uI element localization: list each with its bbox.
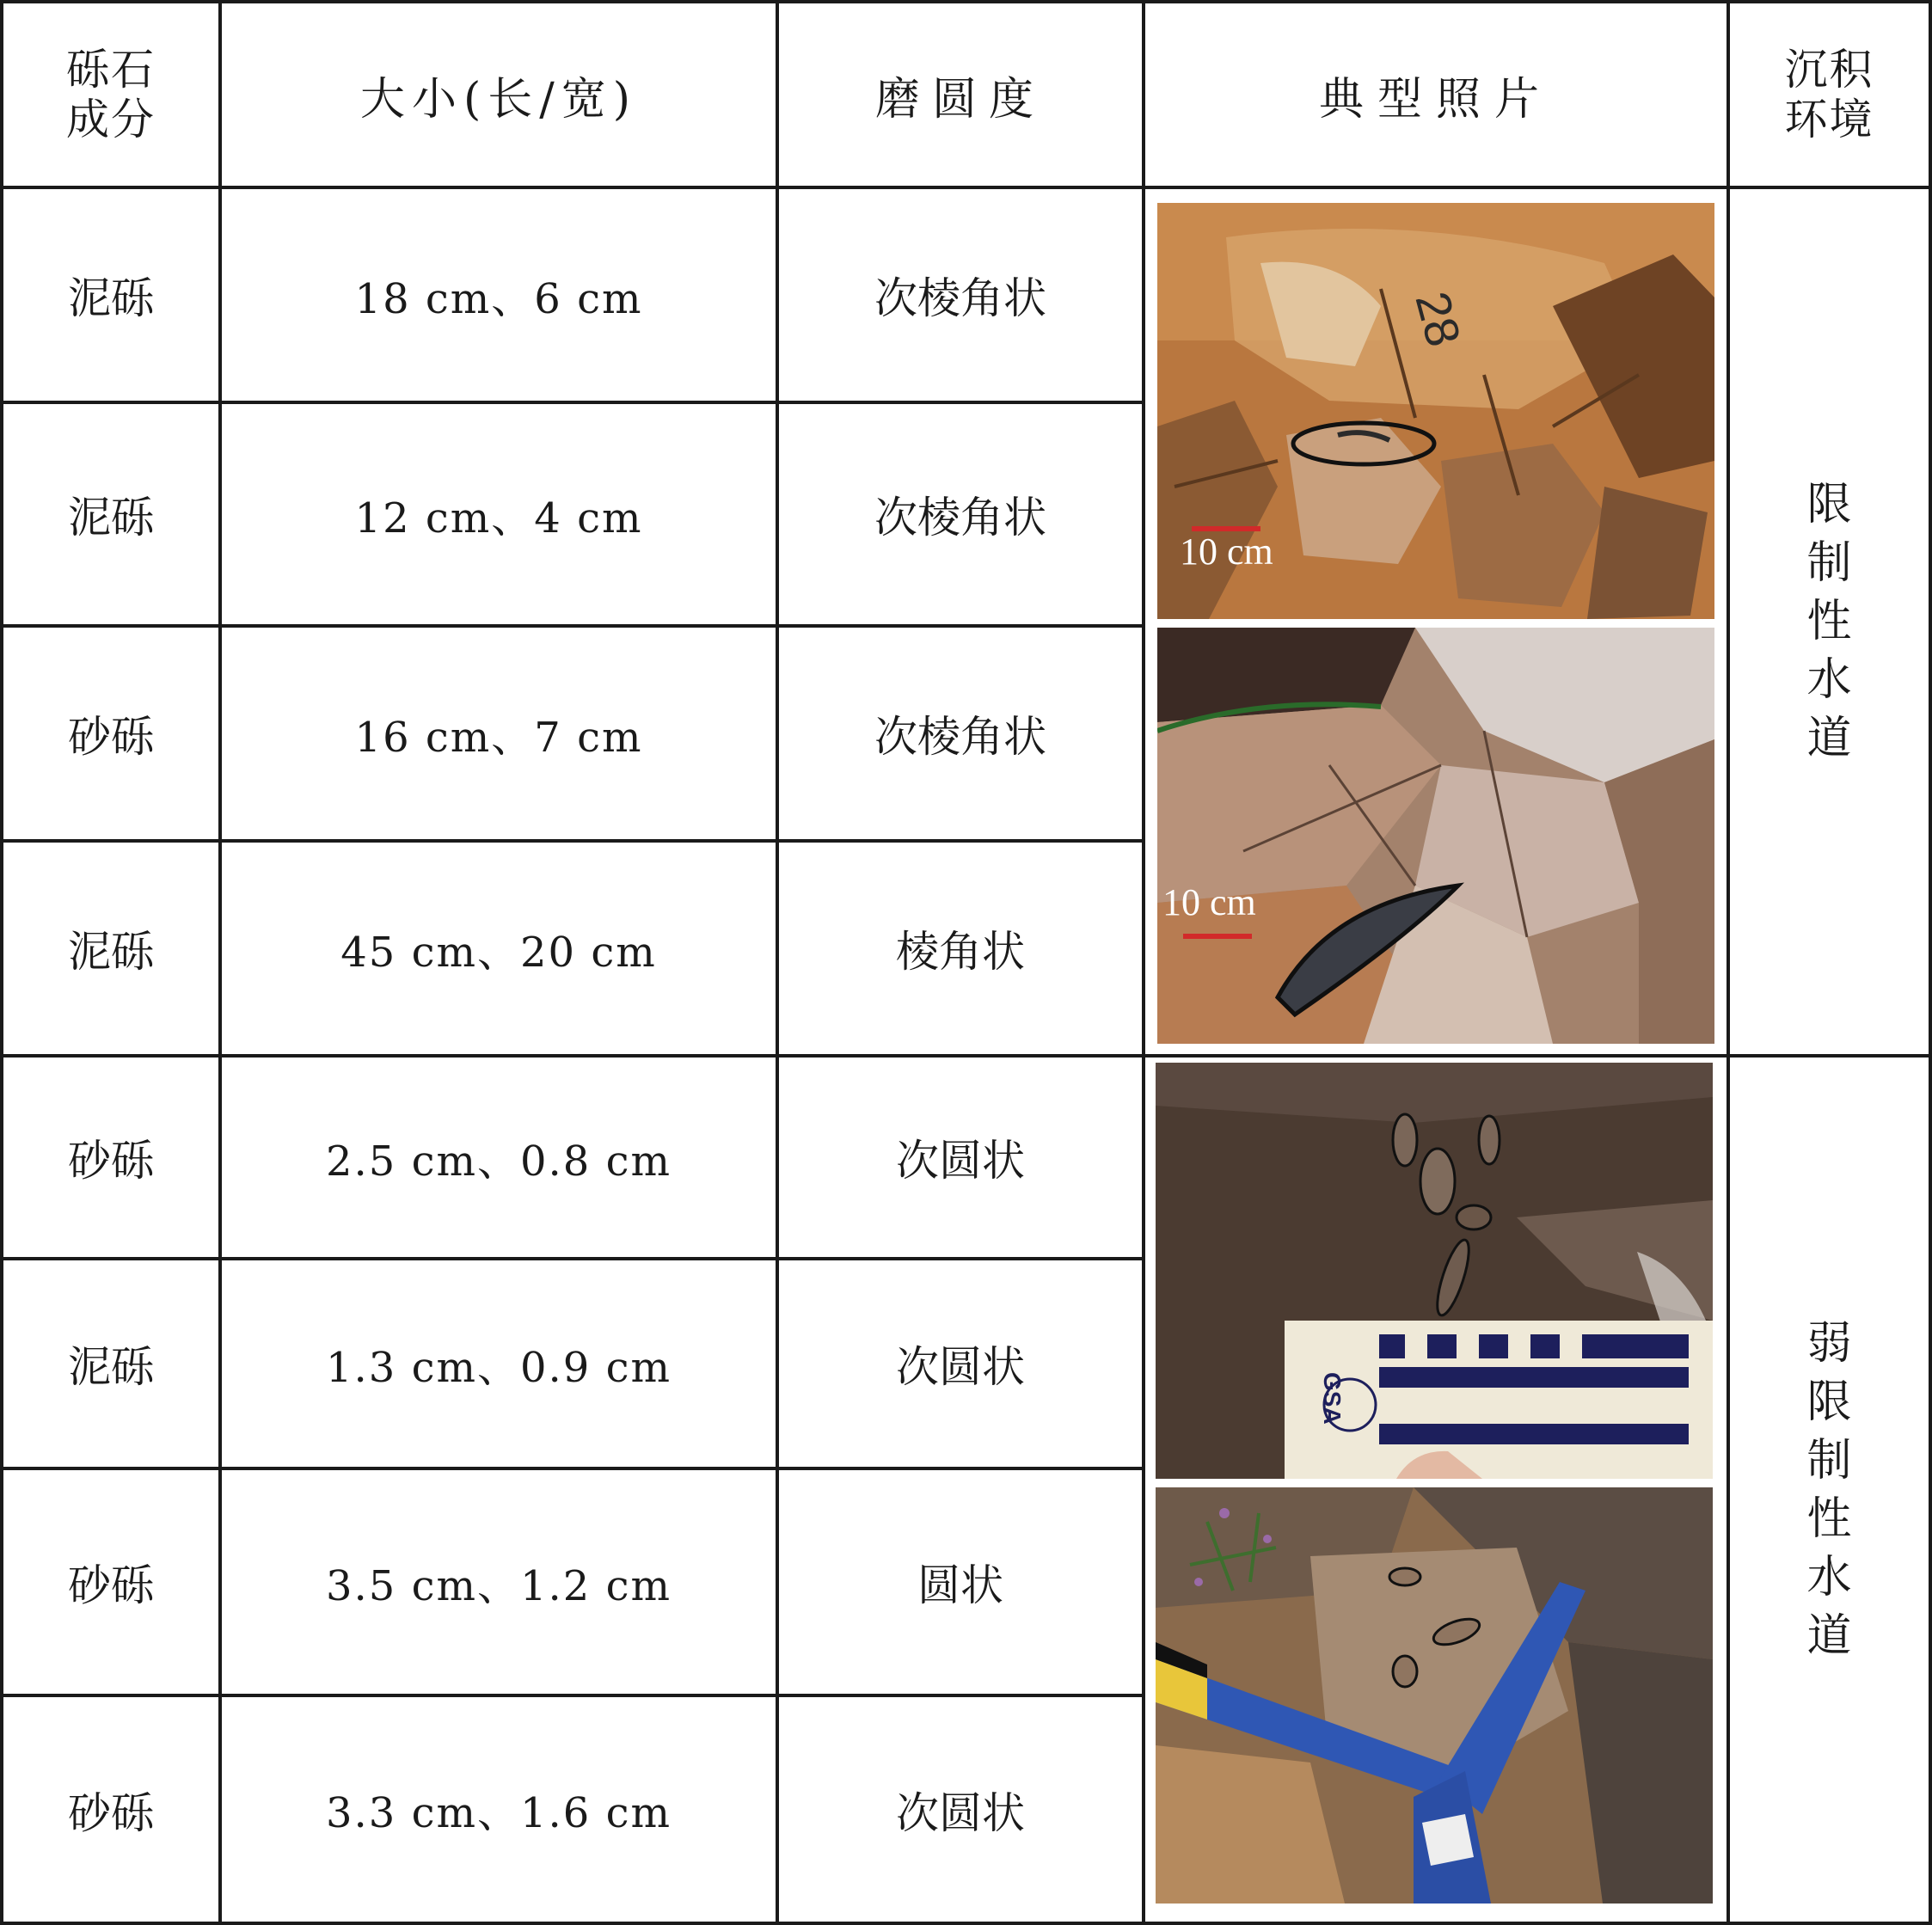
- cell-size: 2.5 cm、0.8 cm: [326, 1137, 672, 1186]
- row-divider: [0, 1694, 1144, 1697]
- header-composition: 砾石 成分: [66, 45, 156, 144]
- photo-outcrop-2: [1157, 628, 1714, 1044]
- header-photo: 典型照片: [1318, 73, 1553, 126]
- cell-composition: 泥砾: [68, 927, 154, 977]
- col-divider-4: [1727, 0, 1730, 1925]
- cell-size: 45 cm、20 cm: [340, 928, 657, 977]
- row-divider: [0, 1257, 1144, 1260]
- cell-size: 3.5 cm、1.2 cm: [326, 1561, 672, 1610]
- col-divider-3: [1142, 0, 1145, 1925]
- header-roundness: 磨圆度: [874, 73, 1046, 126]
- cell-composition: 砂砾: [68, 1560, 154, 1610]
- header-environment: 沉积 环境: [1784, 45, 1874, 144]
- photo-mud-gravel-outcrop-1: [1157, 203, 1714, 619]
- cell-composition: 砂砾: [68, 712, 154, 762]
- cell-roundness: 次棱角状: [874, 273, 1046, 323]
- row-divider: [0, 1467, 1144, 1470]
- cell-composition: 砂砾: [68, 1136, 154, 1186]
- cell-size: 1.3 cm、0.9 cm: [326, 1343, 672, 1392]
- border-left: [0, 0, 3, 1925]
- row-divider: [0, 839, 1144, 843]
- cell-roundness: 圆状: [917, 1560, 1003, 1610]
- cell-roundness: 棱角状: [896, 927, 1025, 977]
- row-divider: [0, 624, 1144, 628]
- col-divider-1: [218, 0, 222, 1925]
- border-bottom: [0, 1922, 1932, 1925]
- photo-sand-gravel-with-scale-card: [1156, 1063, 1713, 1479]
- photo1-scale-label: 10 cm: [1180, 530, 1273, 573]
- header-divider: [0, 186, 1932, 189]
- header-size: 大小(长/宽): [359, 73, 638, 126]
- cell-composition: 泥砾: [68, 273, 154, 323]
- svg-text:28: 28: [1405, 285, 1472, 353]
- cell-roundness: 次圆状: [896, 1342, 1025, 1392]
- cell-roundness: 次棱角状: [874, 712, 1046, 762]
- group-divider: [0, 1054, 1932, 1058]
- cell-roundness: 次棱角状: [874, 493, 1046, 543]
- cell-composition: 泥砾: [68, 493, 154, 543]
- cell-roundness: 次圆状: [896, 1136, 1025, 1186]
- photo-sand-gravel-with-hammer: [1156, 1487, 1713, 1904]
- cell-composition: 泥砾: [68, 1342, 154, 1392]
- row-divider: [0, 401, 1144, 404]
- environment-label: 限 制 性 水 道: [1806, 479, 1852, 764]
- environment-label: 弱 限 制 性 水 道: [1806, 1317, 1852, 1662]
- environment-weakly-restricted-channel: [1730, 1058, 1929, 1922]
- cell-size: 18 cm、6 cm: [354, 274, 643, 323]
- photo2-scale-label: 10 cm: [1162, 881, 1256, 923]
- cell-roundness: 次圆状: [896, 1787, 1025, 1838]
- border-top: [0, 0, 1932, 3]
- cell-size: 16 cm、7 cm: [354, 713, 643, 762]
- environment-restricted-channel: [1730, 189, 1929, 1054]
- cell-composition: 砂砾: [68, 1787, 154, 1838]
- cell-size: 3.3 cm、1.6 cm: [326, 1789, 672, 1837]
- svg-text:GSA: GSA: [1319, 1372, 1346, 1425]
- col-divider-2: [776, 0, 779, 1925]
- cell-size: 12 cm、4 cm: [354, 494, 643, 543]
- border-right: [1929, 0, 1932, 1925]
